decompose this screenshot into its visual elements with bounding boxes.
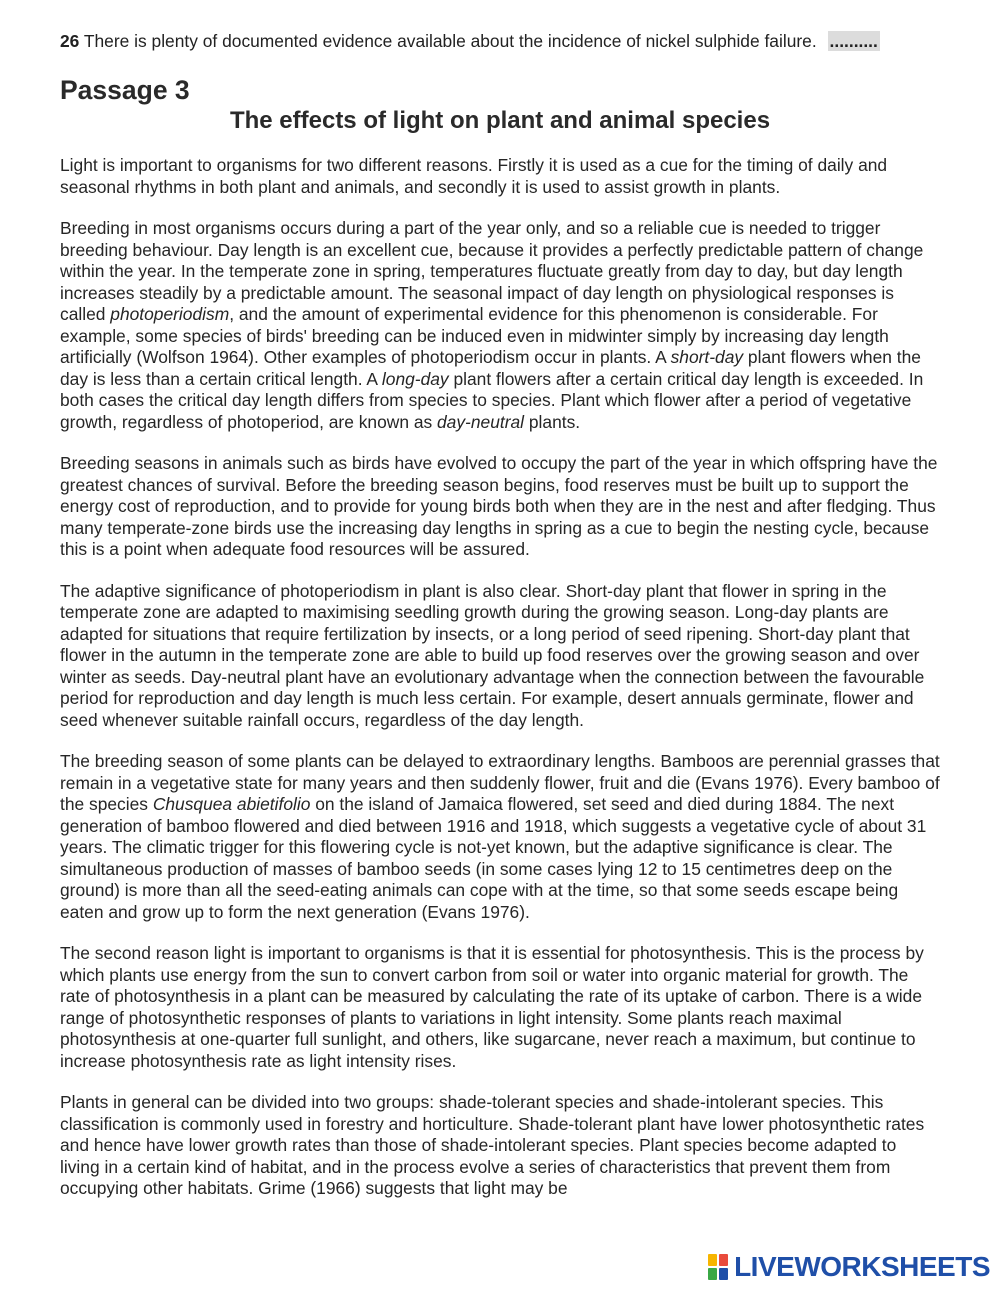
passage-body [60, 155, 940, 1200]
paragraph-4: The adaptive significance of photoperiodism in plant is also clear. Short-day plant that flower in spring in the temperate zone are adapted to maximising seedling growth during the growing season. Long-day plants are adapted for situations that require fertilization by insects, or a long period of seed ripening. Short-day plant that flower in the autumn in the temperate zone are able to build up food reserves over the growing season and over winter as seeds. Day-neutral plant have an evolutionary advantage when the connection between the favourable period for reproduction and day length is much less certain. For example, desert annuals germinate, flower and seed whenever suitable rainfall occurs, regardless of the day length. [60, 580, 925, 730]
question-number: 26 [60, 31, 80, 51]
question-text: There is plenty of documented evidence available about the incidence of nickel sulphide failure. [83, 31, 817, 51]
paragraph-2: Breeding in most organisms occurs during a part of the year only, and so a reliable cue is needed to trigger breeding behaviour. Day length is an excellent cue, because it provides a perfectly predictable pattern of change within the year. In the temperate zone in spring, temperatures fluctuate greatly from day to day, but day length increases steadily by a predictable amount. The seasonal impact of day length on physiological responses is called photoperiodism, and the amount of experimental evidence for this phenomenon is considerable. For example, some species of birds' breeding can be induced even in midwinter simply by increasing day length artificially (Wolfson 1964). Other examples of photoperiodism occur in plants. A short-day plant flowers when the day is less than a certain critical length. A long-day plant flowers after a certain critical day length is exceeded. In both cases the critical day length differs from species to species. Plant which flower after a period of vegetative growth, regardless of photoperiod, are known as day-neutral plants. [60, 218, 924, 432]
paragraph-5: The breeding season of some plants can be delayed to extraordinary lengths. Bamboos are perennial grasses that remain in a vegetative state for many years and then suddenly flower, fruit and die (Evans 1976). Every bamboo of the species Chusquea abietifolio on the island of Jamaica flowered, set seed and died during 1884. The next generation of bamboo flowered and died between 1916 and 1918, which suggests a vegetative cycle of about 31 years. The climatic trigger for this flowering cycle is not-yet known, but the adaptive significance is clear. The simultaneous production of masses of bamboo seeds (in some cases lying 12 to 15 centimetres deep on the ground) is more than all the seed-eating animals can cope with at the time, so that some seeds escape being eaten and grow up to form the next generation (Evans 1976). [60, 751, 940, 922]
paragraph-6: The second reason light is important to organisms is that it is essential for photosynthesis. This is the process by which plants use energy from the sun to convert carbon from soil or water into organic material for growth. The rate of photosynthesis in a plant can be measured by calculating the rate of its uptake of carbon. There is a wide range of photosynthetic responses of plants to variations in light intensity. Some plants reach maximal photosynthesis at one-quarter full sunlight, and others, like sugarcane, never reach a maximum, but continue to increase photosynthesis rate as light intensity rises. [60, 943, 924, 1071]
logo-mark-icon [706, 1252, 730, 1282]
passage-title: The effects of light on plant and animal species [229, 107, 771, 134]
term-short-day: short-day [670, 347, 744, 367]
paragraph-3: Breeding seasons in animals such as birds have evolved to occupy the part of the year in which offspring have the greatest chances of survival. Before the breeding season begins, food reserves must be built up to support the energy cost of reproduction, and to provide for young birds both when they are in the nest and after fledging. Thus many temperate-zone birds use the increasing day lengths in spring as a cue to begin the nesting cycle, because this is a point when adequate food resources will be assured. [60, 453, 938, 559]
paragraph-1: Light is important to organisms for two different reasons. Firstly it is used as a cue for the timing of daily and seasonal rhythms in both plant and animals, and secondly it is used to assist growth in plants. [60, 155, 888, 197]
logo-text: LIVEWORKSHEETS [734, 1251, 990, 1282]
term-species-name: Chusquea abietifolio [152, 794, 311, 814]
answer-input[interactable]: .......... [829, 31, 878, 51]
term-day-neutral: day-neutral [437, 411, 525, 432]
paragraph-7: Plants in general can be divided into two groups: shade-tolerant species and shade-intolerant species. This classification is commonly used in forestry and horticulture. Shade-tolerant plant have lower photosynthetic rates and hence have lower growth rates than those of shade-intolerant species. Plant species become adapted to living in a certain kind of habitat, and in the process evolve a series of characteristics that prevent them from occupying other habitats. Grime (1966) suggests that light may be [60, 1092, 925, 1198]
term-photoperiodism: photoperiodism [110, 304, 230, 324]
question-26 [60, 30, 940, 52]
liveworksheets-logo [704, 1249, 992, 1285]
passage-label: Passage 3 [60, 75, 190, 105]
term-long-day: long-day [381, 368, 449, 389]
